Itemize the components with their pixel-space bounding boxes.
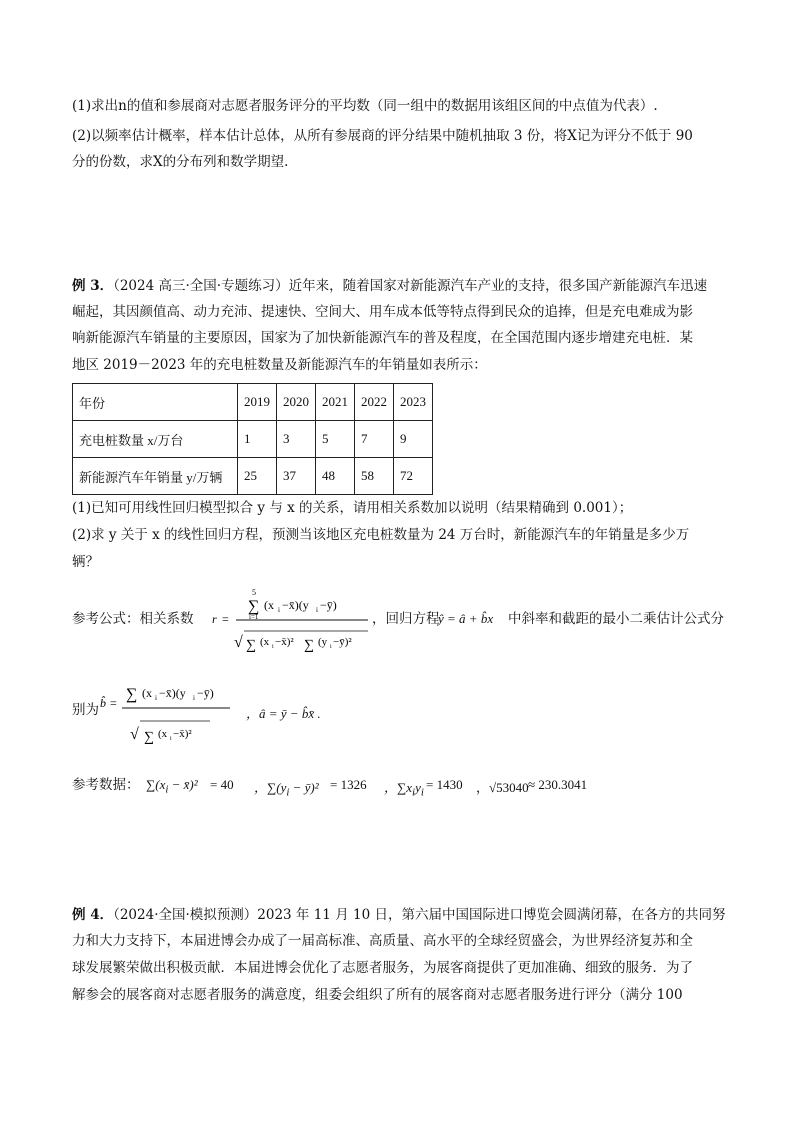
svg-text:−ȳ): −ȳ) [320,598,337,612]
table-cell: 9 [394,421,433,458]
svg-text:−x̄)(y: −x̄)(y [159,686,186,700]
table-cell: 37 [277,458,316,495]
svg-text:√: √ [234,634,243,651]
table-cell: 58 [355,458,394,495]
example-3-line-2: 崛起，其因颜值高、动力充沛、提速快、空间大、用车成本低等特点得到民众的追捧，但是充电难成为影 [72,304,693,320]
example-4-line-4: 解参会的展客商对志愿者服务的满意度，组委会组织了所有的展客商对志愿者服务进行评分（满分 100 [72,987,683,1003]
svg-text:b̂: b̂ [100,696,106,710]
table-cell: 1 [238,421,277,458]
table-cell: 年份 [73,384,238,421]
example-4-text-1: （2024·全国·模拟预测）2023 年 11 月 10 日，第六届中国国际进口博览会圆满闭幕，在各方的共同努 [113,907,726,923]
svg-text:i: i [272,644,274,650]
example-3-line-1 [72,276,707,296]
svg-text:∑: ∑ [144,730,154,745]
svg-text:i: i [155,694,157,702]
reference-formula-label: 参考公式：相关系数 [72,611,194,627]
svg-text:=: = [222,612,229,626]
question-part-2-line-2: 分的份数，求X的分布列和数学期望. [72,154,289,170]
table-cell: 2020 [277,384,316,421]
example-3-text-1: （2024 高三·全国·专题练习）近年来，随着国家对新能源汽车产业的支持，很多国产新能源汽车迅速 [113,278,708,294]
svg-text:=: = [110,696,117,710]
svg-text:−ȳ)²: −ȳ)² [333,636,352,648]
svg-text:√: √ [130,726,139,743]
svg-text:∑: ∑ [304,638,314,653]
svg-text:i: i [330,644,332,650]
svg-text:(x: (x [142,686,152,700]
reference-formula-tail: 中斜率和截距的最小二乘估计公式分 [508,611,724,627]
example-3-label: 例 3． [72,278,114,294]
regression-equation: ŷ = â + b̂x [438,611,494,626]
svg-text:i: i [316,606,318,614]
ref-value-4: ≈ 230.3041 [528,777,588,792]
svg-text:−ȳ): −ȳ) [197,686,214,700]
table-cell: 3 [277,421,316,458]
table-cell: 新能源汽车年销量 y/万辆 [73,458,238,495]
table-row [73,384,433,421]
example-3-question-1: (1)已知可用线性回归模型拟合 y 与 x 的关系，请用相关系数加以说明（结果精确到 0.001）； [72,500,633,516]
table-cell: 48 [316,458,355,495]
table-cell: 2019 [238,384,277,421]
svg-text:i: i [278,606,280,614]
svg-text:∑: ∑ [248,598,260,615]
table-cell: 2022 [355,384,394,421]
table-cell: 充电桩数量 x/万台 [73,421,238,458]
svg-text:i: i [170,736,172,742]
example-3-question-2-line-1: (2)求 y 关于 x 的线性回归方程，预测当该地区充电桩数量为 24 万台时，新能源汽车的年销量是多少万 [72,527,690,543]
table-row [73,421,433,458]
sum-x-squared: $\sum(x_i$ − x̄)² [146,777,198,796]
svg-text:r: r [212,612,217,626]
ref-value-1: = 40 [210,777,234,792]
svg-text:(x: (x [264,598,274,612]
table-cell: 72 [394,458,433,495]
reference-formula-mid: ，回归方程 [372,611,440,627]
correlation-formula [212,583,372,663]
sum-y-squared: ，$\sum(y_i$ − ȳ)² [254,780,319,799]
sqrt-value: ，√53040 [476,780,529,795]
table-cell: 25 [238,458,277,495]
svg-text:(y: (y [318,636,328,648]
svg-text:∑: ∑ [126,686,138,703]
example-4-line-3: 球发展繁荣做出积极贡献．本届进博会优化了志愿者服务，为展客商提供了更加准确、细致的服务．为了 [72,960,693,976]
svg-text:−x̄)(y: −x̄)(y [282,598,309,612]
example-4-label: 例 4． [72,907,114,923]
svg-text:5: 5 [252,588,256,597]
example-3-line-4: 地区 2019－2023 年的充电桩数量及新能源汽车的年销量如表所示： [72,357,487,373]
svg-text:−x̄)²: −x̄)² [173,728,192,740]
example-4-line-2: 力和大力支持下，本届进博会办成了一届高标准、高质量、高水平的全球经贸盛会，为世界经济复苏和全 [72,933,693,949]
reference-formula-cont: 别为 [72,702,99,718]
table-row [73,458,433,495]
svg-text:−x̄)²: −x̄)² [275,636,294,648]
data-table [72,383,433,495]
svg-text:i=1: i=1 [249,613,259,621]
svg-text:i: i [193,694,195,702]
svg-text:(x: (x [158,728,168,740]
table-cell: 2021 [316,384,355,421]
svg-text:(x: (x [260,636,270,648]
ref-value-2: = 1326 [330,777,367,792]
intercept-formula: ，â = ȳ − b̂x̄ . [246,706,321,721]
reference-data-label: 参考数据： [72,777,140,793]
ref-value-3: = 1430 [426,777,463,792]
question-part-1: (1)求出n的值和参展商对志愿者服务评分的平均数（同一组中的数据用该组区间的中点值为代表）. [72,98,658,114]
table-cell: 2023 [394,384,433,421]
table-cell: 5 [316,421,355,458]
example-3-line-3: 响新能源汽车销量的主要原因，国家为了加快新能源汽车的普及程度，在全国范围内逐步增建充电桩．某 [72,330,693,346]
table-cell: 7 [355,421,394,458]
sum-xy: ，$\sum x_iy_i$ [384,780,424,799]
question-part-2-line-1: (2)以频率估计概率，样本估计总体，从所有参展商的评分结果中随机抽取 3 份，将X记为评分不低于 90 [72,128,693,144]
example-3-question-2-line-2: 辆？ [72,554,99,570]
svg-text:∑: ∑ [246,638,256,653]
slope-formula [100,675,240,755]
example-4-line-1 [72,905,725,925]
